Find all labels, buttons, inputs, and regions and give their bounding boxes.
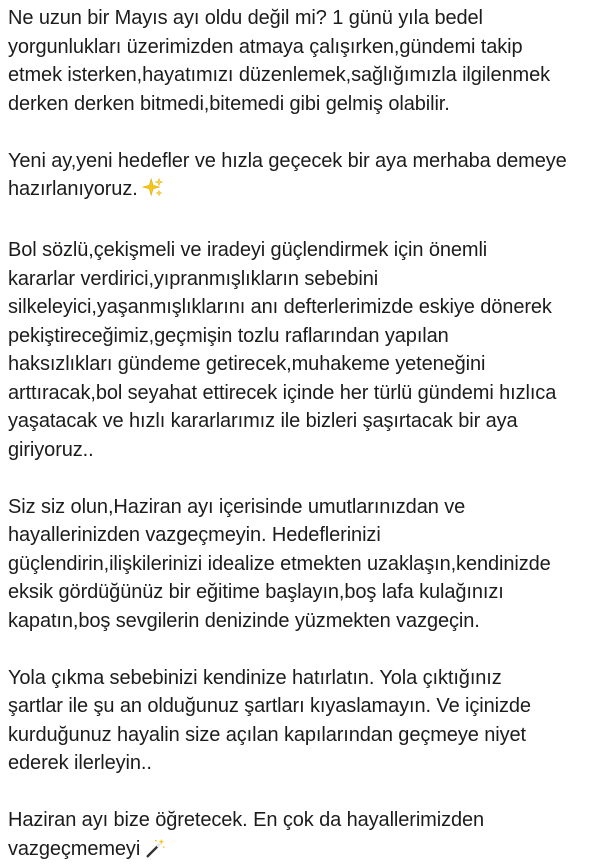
text-line-with-emoji — [8, 835, 600, 867]
text-line: Ne uzun bir Mayıs ayı oldu değil mi? 1 günü yıla bedel — [8, 4, 600, 33]
text-line-with-emoji — [8, 175, 600, 208]
text-line: ederek ilerleyin.. — [8, 749, 600, 778]
paragraph — [8, 664, 600, 778]
paragraph — [8, 236, 600, 464]
text-line: kurduğunuz hayalin size açılan kapılarından geçmeye niyet — [8, 721, 600, 750]
text-line: güçlendirin,ilişkilerinizi idealize etmekten uzaklaşın,kendinizde — [8, 550, 600, 579]
magic-wand-icon — [144, 837, 166, 867]
text-line: derken derken bitmedi,bitemedi gibi gelmiş olabilir. — [8, 90, 600, 119]
text-line: Haziran ayı bize öğretecek. En çok da hayallerimizden — [8, 806, 600, 835]
text-line: etmek isterken,hayatımızı düzenlemek,sağlığımızla ilgilenmek — [8, 61, 600, 90]
sparkles-icon — [142, 177, 164, 208]
text-line: yaşatacak ve hızlı kararlarımız ile bizleri şaşırtacak bir aya — [8, 407, 600, 436]
text-line: Yeni ay,yeni hedefler ve hızla geçecek bir aya merhaba demeye — [8, 147, 600, 176]
text-line: pekiştireceğimiz,geçmişin tozlu raflarından yapılan — [8, 322, 600, 351]
text-line: hayallerinizden vazgeçmeyin. Hedeflerinizi — [8, 521, 600, 550]
paragraph — [8, 493, 600, 636]
text-line: Yola çıkma sebebinizi kendinize hatırlatın. Yola çıktığınız — [8, 664, 600, 693]
text-line: hazırlanıyoruz. — [8, 178, 138, 200]
text-line: Bol sözlü,çekişmeli ve iradeyi güçlendirmek için önemli — [8, 236, 600, 265]
text-line: haksızlıkları gündeme getirecek,muhakeme yeteneğini — [8, 350, 600, 379]
paragraph — [8, 806, 600, 867]
text-line: arttıracak,bol seyahat ettirecek içinde her türlü gündemi hızlıca — [8, 379, 600, 408]
text-line: vazgeçmemeyi — [8, 838, 140, 860]
text-line: kapatın,boş sevgilerin denizinde yüzmekten vazgeçin. — [8, 607, 600, 636]
text-line: Siz siz olun,Haziran ayı içerisinde umutlarınızdan ve — [8, 493, 600, 522]
text-line: silkeleyici,yaşanmışlıklarını anı defterlerimizde eskiye dönerek — [8, 293, 600, 322]
text-line: yorgunlukları üzerimizden atmaya çalışırken,gündemi takip — [8, 33, 600, 62]
paragraph — [8, 4, 600, 118]
text-line: eksik gördüğünüz bir eğitime başlayın,boş lafa kulağınızı — [8, 578, 600, 607]
paragraph — [8, 147, 600, 208]
text-line: kararlar verdirici,yıpranmışlıkların sebebini — [8, 265, 600, 294]
text-line: şartlar ile şu an olduğunuz şartları kıyaslamayın. Ve içinizde — [8, 692, 600, 721]
text-line: giriyoruz.. — [8, 436, 600, 465]
post-body — [8, 4, 600, 867]
